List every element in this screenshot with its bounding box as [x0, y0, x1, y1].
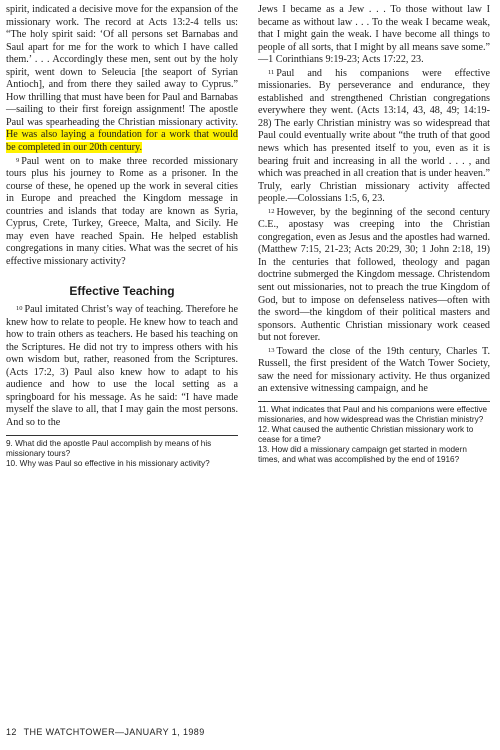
- right-column: [258, 4, 490, 465]
- question-item: 13. How did a missionary campaign get started in modern times, and what was accomplished by the end of 1916?: [258, 444, 467, 464]
- paragraph-13: [258, 345, 490, 396]
- left-column: [6, 4, 238, 469]
- question-item: 10. Why was Paul so effective in his missionary activity?: [6, 458, 210, 468]
- question-item: 11. What indicates that Paul and his companions were effective missionaries, and how widespread was the Christian ministry?: [258, 404, 488, 424]
- paragraph-number: 11: [268, 68, 275, 76]
- questions-divider: [258, 401, 490, 402]
- paragraph-number: 9: [16, 156, 20, 164]
- paragraph-10-text: Paul imitated Christ’s way of teaching. Therefore he knew how to relate to people. He knew how to teach and how to train others as teachers. He based his teaching on the Scriptures. He did not try to impress others with his own wisdom but, rather, reasoned from the Scriptures. (Acts 17:2, 3) Paul also knew how to adapt to his audience and how to use the local setting as a springboard for his message. As he said: “I have made myself the slave to all, that I may gain the most persons. And so to the: [6, 304, 238, 428]
- paragraph-number: 12: [268, 207, 275, 215]
- paragraph-12: [258, 206, 490, 345]
- paragraph-11-text: Paul and his companions were effective missionaries. By perseverance and endurance, they established and strengthened Christian congregations everywhere they went. (Acts 13:14, 43, 48, 49; 14:19-28) The early Christian ministry was so widespread that Paul could eventually write about “the truth of that good news which has presented itself to you, even as it is bearing fruit and increasing in all the world . . . , and which was preached in all creation that is under heaven.” Truly, early Christian missionary activity affected people.—Colossians 1:5, 6, 23.: [258, 67, 490, 205]
- question-item: 9. What did the apostle Paul accomplish by means of his missionary tours?: [6, 438, 212, 458]
- paragraph-8-continued: [6, 4, 238, 155]
- page-footer: [6, 727, 209, 737]
- page-number: 12: [6, 727, 17, 737]
- paragraph-number: 10: [16, 305, 23, 313]
- paragraph-9-text: Paul went on to make three recorded missionary tours plus his journey to Rome as a prisoner. In the course of these, he opened up the work in several cities in Europe and preached the Kingdom message in countries and islands that today are known as Syria, Cyprus, Crete, Turkey, Greece, Malta, and Sicily. He may even have reached Spain. He helped establish congregations in many cities. What was the secret of his effective missionary activity?: [6, 155, 238, 267]
- paragraph-10-continued: Jews I became as a Jew . . . To those without law I became as without law . . . To the weak I became weak, that I might gain the weak. I have become all things to people of all sorts, that I might by all means save some.” —1 Corinthians 9:19-23; Acts 17:22, 23.: [258, 4, 490, 66]
- paragraph-11: [258, 67, 490, 206]
- study-questions: [6, 439, 238, 469]
- study-questions: [258, 405, 490, 465]
- section-subheading: Effective Teaching: [69, 284, 175, 299]
- paragraph-number: 13: [268, 346, 275, 354]
- paragraph-13-text: Toward the close of the 19th century, Charles T. Russell, the first president of the Watch Tower Society, saw the need for missionary activity. He thus organized an extensive witnessing campaign, and he: [258, 345, 490, 395]
- question-item: 12. What caused the authentic Christian missionary work to cease for a time?: [258, 424, 474, 444]
- paragraph-10: [6, 303, 238, 429]
- publication-title: THE WATCHTOWER—JANUARY 1, 1989: [23, 727, 205, 737]
- paragraph-8-text: spirit, indicated a decisive move for the expansion of the missionary work. The record at Acts 13:2-4 tells us: “The holy spirit said: ‘Of all persons set Barnabas and Saul apart for me for the work to which I have called them.’ . . . Accordingly these men, sent out by the holy spirit, went down to Seleucia [the seaport of Syrian Antioch], and from there they sailed away to Cyprus.” How thrilling that must have been for Paul and Barnabas—sailing to their first foreign assignment! The apostle Paul was spearheading the Christian missionary activity.: [6, 4, 238, 128]
- highlighted-sentence[interactable]: He was also laying a foundation for a work that would be completed in our 20th century.: [6, 129, 238, 154]
- paragraph-12-text: However, by the beginning of the second century C.E., apostasy was creeping into the Christian congregation, even as Jesus and the apostles had warned. (Matthew 7:15, 21-23; Acts 20:29, 30; 1 John 2:18, 19) In the centuries that followed, theology and pagan doctrine submerged the Kingdom message. Christendom sent out missionaries, not to preach the true Kingdom of God, but to impose on defenseless natives—often with the sword—the kingdom of their political masters and sponsors. Authentic Christian missionary work ceased but not forever.: [258, 206, 490, 344]
- questions-divider: [6, 435, 238, 436]
- paragraph-9: [6, 155, 238, 269]
